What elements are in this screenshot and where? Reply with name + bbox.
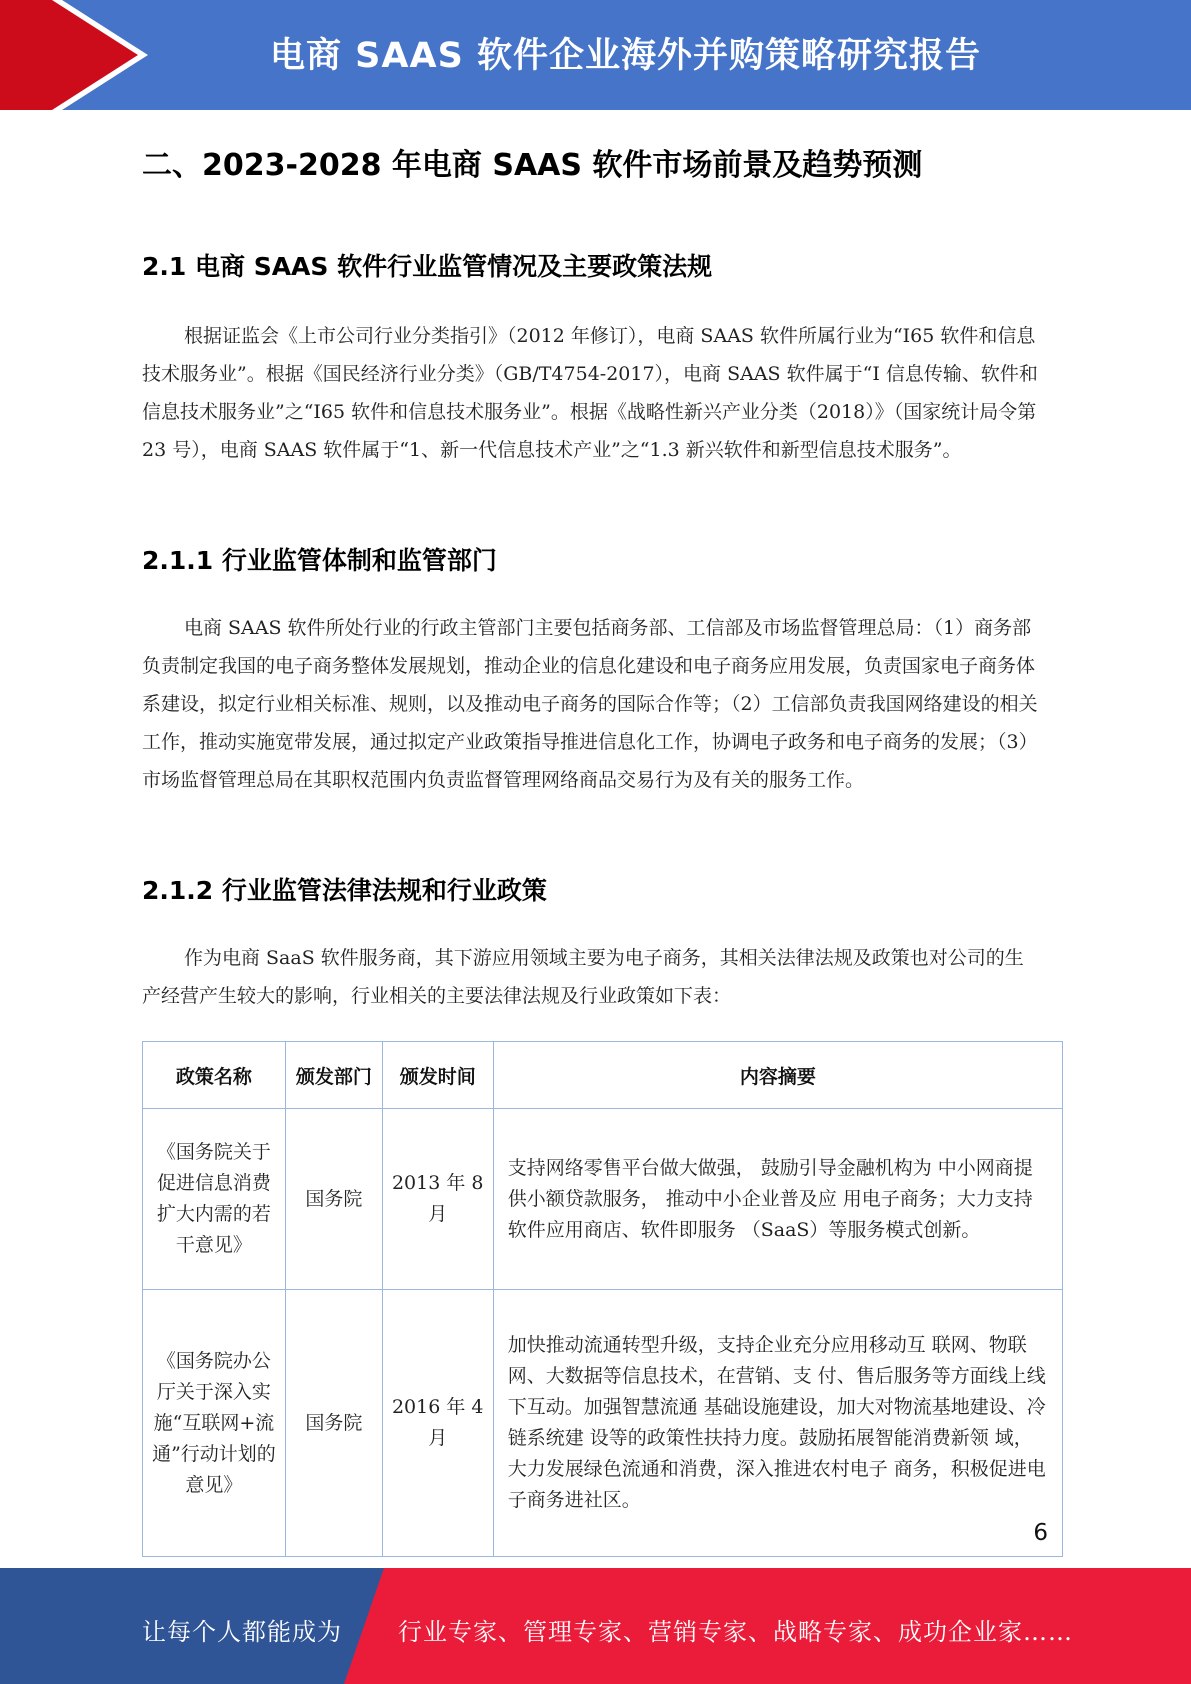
table-header-row bbox=[143, 1042, 1063, 1109]
subsection-heading-2-1: 2.1 电商 SAAS 软件行业监管情况及主要政策法规 bbox=[142, 252, 713, 281]
header-content-summary: 内容摘要 bbox=[493, 1042, 1062, 1109]
red-arrow-decoration bbox=[0, 0, 160, 110]
report-title: 电商 SAAS 软件企业海外并购策略研究报告 bbox=[270, 36, 981, 76]
content-summary-cell: 支持网络零售平台做大做强， 鼓励引导金融机构为 中小网商提供小额贷款服务， 推动中小企业普及应 用电子商务；大力支持软件应用商店、软件即服务 （SaaS）等服务模式创新。 bbox=[493, 1109, 1062, 1290]
header-issue-date: 颁发时间 bbox=[382, 1042, 493, 1109]
footer-slogan-left: 让每个人都能成为 bbox=[142, 1618, 342, 1646]
issuing-dept-cell: 国务院 bbox=[285, 1109, 382, 1290]
subsection-heading-2-1-1: 2.1.1 行业监管体制和监管部门 bbox=[142, 546, 497, 575]
section-title: 二、2023-2028 年电商 SAAS 软件市场前景及趋势预测 bbox=[142, 148, 923, 183]
subsection-heading-2-1-2: 2.1.2 行业监管法律法规和行业政策 bbox=[142, 876, 547, 905]
policy-table bbox=[142, 1041, 1063, 1557]
policy-name-cell: 《国务院办公厅关于深入实施“互联网+流通”行动计划的意见》 bbox=[143, 1290, 286, 1557]
content-summary-cell: 加快推动流通转型升级，支持企业充分应用移动互 联网、物联网、大数据等信息技术，在营销、支 付、售后服务等方面线上线下互动。加强智慧流通 基础设施建设，加大对物流基地建设、冷链系统建 设等的政策性扶持力度。鼓励拓展智能消费新领 域，大力发展绿色流通和消费，深入推进农村电子 商务，积极促进电子商务进社区。 bbox=[493, 1290, 1062, 1557]
paragraph-industry-classification: 根据证监会《上市公司行业分类指引》（2012 年修订），电商 SAAS 软件所属行业为“I65 软件和信息技术服务业”。根据《国民经济行业分类》（GB/T4754-2017），电商 SAAS 软件属于“I 信息传输、软件和信息技术服务业”之“I65 软件和信息技术服务业”。根据《战略性新兴产业分类（2018）》（国家统计局令第 23 号），电商 SAAS 软件属于“1、新一代信息技术产业”之“1.3 新兴软件和新型信息技术服务”。 bbox=[142, 325, 1038, 461]
report-header bbox=[0, 0, 1191, 110]
header-issuing-dept: 颁发部门 bbox=[285, 1042, 382, 1109]
paragraph-laws-intro: 作为电商 SaaS 软件服务商，其下游应用领域主要为电子商务，其相关法律法规及政策也对公司的生产经营产生较大的影响，行业相关的主要法律法规及行业政策如下表： bbox=[142, 947, 1024, 1007]
footer-slogan-right: 行业专家、管理专家、营销专家、战略专家、成功企业家…… bbox=[398, 1618, 1073, 1646]
issue-date-cell: 2016 年 4 月 bbox=[382, 1290, 493, 1557]
header-policy-name: 政策名称 bbox=[143, 1042, 286, 1109]
footer-banner bbox=[0, 1568, 1191, 1684]
issue-date-cell: 2013 年 8 月 bbox=[382, 1109, 493, 1290]
paragraph-regulatory-authorities: 电商 SAAS 软件所处行业的行政主管部门主要包括商务部、工信部及市场监督管理总局：（1）商务部负责制定我国的电子商务整体发展规划，推动企业的信息化建设和电子商务应用发展，负责国家电子商务体系建设，拟定行业相关标准、规则，以及推动电子商务的国际合作等；（2）工信部负责我国网络建设的相关工作，推动实施宽带发展，通过拟定产业政策指导推进信息化工作，协调电子政务和电子商务的发展；（3）市场监督管理总局在其职权范围内负责监督管理网络商品交易行为及有关的服务工作。 bbox=[142, 617, 1038, 791]
table-row bbox=[143, 1290, 1063, 1557]
policy-name-cell: 《国务院关于促进信息消费扩大内需的若干意见》 bbox=[143, 1109, 286, 1290]
page-number: 6 bbox=[1033, 1520, 1048, 1546]
table-row bbox=[143, 1109, 1063, 1290]
issuing-dept-cell: 国务院 bbox=[285, 1290, 382, 1557]
